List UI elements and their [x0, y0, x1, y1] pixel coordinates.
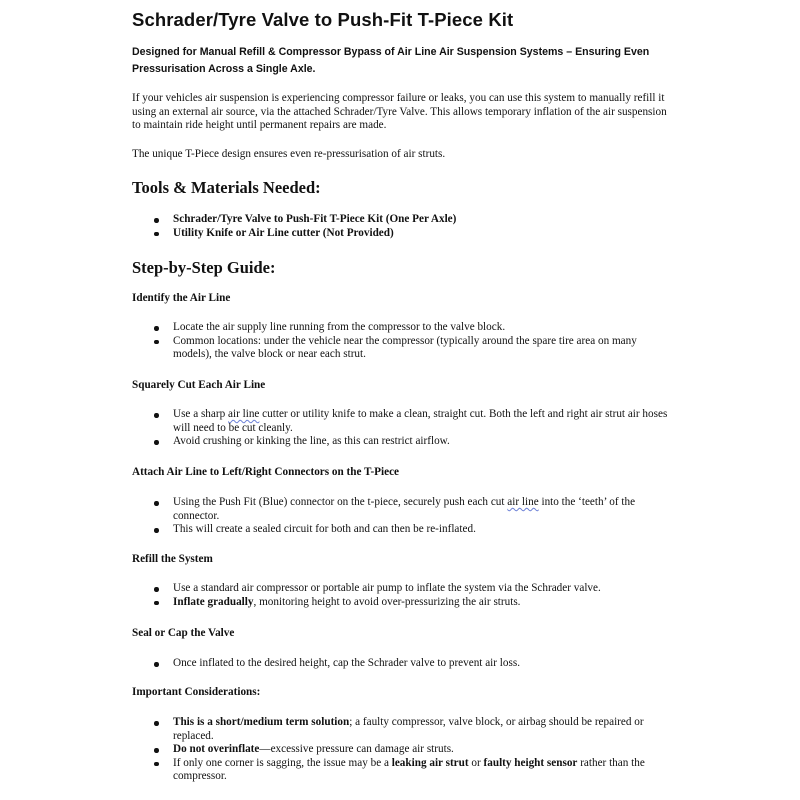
list-item — [148, 408, 668, 435]
tools-item-text: Utility Knife or Air Line cutter (Not Provided) — [173, 226, 394, 239]
bullet-icon — [154, 762, 159, 767]
attach-item-text: This will create a sealed circuit for both and can then be re-inflated. — [173, 523, 476, 536]
list-item — [148, 743, 668, 757]
bullet-icon — [154, 232, 159, 237]
bullet-icon — [154, 440, 159, 445]
identify-item-text: Locate the air supply line running from the compressor to the valve block. — [173, 321, 506, 333]
list-item — [148, 596, 668, 610]
tools-list — [148, 213, 668, 240]
list-item — [148, 335, 668, 362]
bullet-icon — [154, 413, 159, 418]
tools-heading: Tools & Materials Needed: — [132, 178, 321, 197]
attach-list — [148, 496, 668, 537]
bullet-icon — [154, 601, 159, 606]
considerations-item-text: Do not overinflate—excessive pressure can damage air struts. — [173, 743, 454, 756]
list-item — [148, 213, 668, 227]
seal-item-text: Once inflated to the desired height, cap the Schrader valve to prevent air loss. — [173, 657, 520, 669]
document-title: Schrader/Tyre Valve to Push-Fit T-Piece Kit — [132, 9, 514, 30]
list-item — [148, 582, 668, 596]
cut-heading: Squarely Cut Each Air Line — [132, 379, 266, 391]
refill-item-text: Inflate gradually, monitoring height to avoid over-pressurizing the air struts. — [173, 595, 521, 608]
cut-item-text: Use a sharp air line cutter or utility knife to make a clean, straight cut. Both the left and right air strut air hoses will need to be cut cleanly. — [173, 408, 668, 434]
list-item — [148, 496, 668, 523]
tpiece-paragraph: The unique T-Piece design ensures even re-pressurisation of air struts. — [132, 148, 446, 160]
list-item — [148, 227, 668, 241]
bullet-icon — [154, 662, 159, 667]
considerations-list — [148, 716, 668, 784]
cut-list — [148, 408, 668, 449]
seal-heading: Seal or Cap the Valve — [132, 627, 235, 639]
cut-item-text: Avoid crushing or kinking the line, as this can restrict airflow. — [173, 435, 450, 448]
seal-list — [148, 657, 668, 671]
refill-list — [148, 582, 668, 609]
bullet-icon — [154, 528, 159, 533]
attach-item-text: Using the Push Fit (Blue) connector on the t-piece, securely push each cut air line into the ‘teeth’ of the connector. — [173, 496, 636, 522]
bullet-icon — [154, 587, 159, 592]
bullet-icon — [154, 721, 159, 726]
list-item — [148, 657, 668, 671]
list-item — [148, 757, 668, 784]
considerations-item-text: This is a short/medium term solution; a faulty compressor, valve block, or airbag should be repaired or replaced. — [173, 716, 644, 742]
spellcheck-underlined-word: air line — [507, 496, 539, 508]
refill-heading: Refill the System — [132, 553, 213, 565]
bullet-icon — [154, 748, 159, 753]
list-item — [148, 716, 668, 743]
bullet-icon — [154, 218, 159, 223]
list-item — [148, 321, 668, 335]
bullet-icon — [154, 340, 159, 345]
identify-list — [148, 321, 668, 362]
identify-heading: Identify the Air Line — [132, 292, 231, 304]
bullet-icon — [154, 326, 159, 331]
identify-item-text: Common locations: under the vehicle near the compressor (typically around the spare tire area on many models), the valve block or near each strut. — [173, 334, 637, 361]
bullet-icon — [154, 501, 159, 506]
guide-heading: Step-by-Step Guide: — [132, 258, 276, 277]
list-item — [148, 523, 668, 537]
document-subtitle: Designed for Manual Refill & Compressor Bypass of Air Line Air Suspension Systems – Ensuring Even Pressurisation Across a Single Axle. — [132, 46, 650, 75]
attach-heading: Attach Air Line to Left/Right Connectors on the T-Piece — [132, 466, 400, 478]
considerations-item-text: If only one corner is sagging, the issue may be a leaking air strut or faulty height sensor rather than the compressor. — [173, 756, 645, 783]
list-item — [148, 435, 668, 449]
spellcheck-underlined-word: air line — [228, 408, 260, 420]
refill-item-text: Use a standard air compressor or portable air pump to inflate the system via the Schrader valve. — [173, 582, 601, 594]
considerations-heading: Important Considerations: — [132, 686, 261, 698]
intro-paragraph: If your vehicles air suspension is experiencing compressor failure or leaks, you can use this system to manually refill it using an external air source, via the attached Schrader/Tyre Valve. This allows temporary inflation of the air suspension to maintain ride height until permanent repairs are made. — [132, 92, 667, 132]
tools-item-text: Schrader/Tyre Valve to Push-Fit T-Piece Kit (One Per Axle) — [173, 213, 457, 225]
